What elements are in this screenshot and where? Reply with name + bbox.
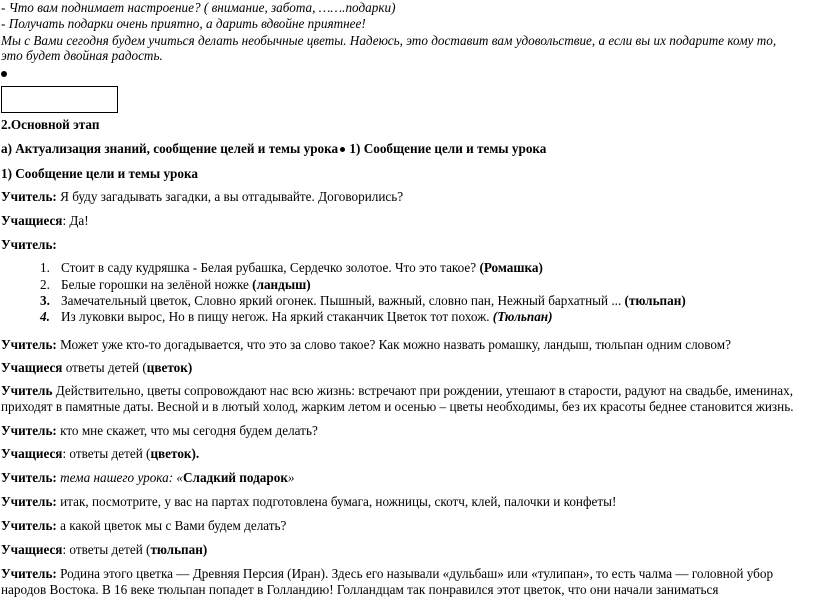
paragraph-text: : ответы детей (: [62, 542, 151, 557]
speaker-teacher: Учитель:: [1, 518, 57, 533]
stage-subtitle: [1, 141, 546, 157]
stage-subtitle-b: 1) Сообщение цели и темы урока: [346, 141, 547, 156]
riddle-answer: (Ромашка): [479, 260, 543, 275]
paragraph-6: [1, 423, 318, 439]
list-item-text: [61, 309, 553, 325]
paragraph-10: [1, 518, 286, 534]
paragraph-9: [1, 494, 616, 510]
paragraph-4: [1, 360, 192, 376]
intro-line-3: Мы с Вами сегодня будем учиться делать необычные цветы. Надеюсь, это доставит вам удовольствие, а если вы их подарите кому то,: [1, 33, 777, 48]
paragraph-5-line-2: приходят в памятные даты. Весной и в лютый холод, жарким летом и осенью – цветы необходимы, без их красоты беднее становится жизнь.: [1, 399, 794, 414]
riddle-answer: (ландыш): [252, 277, 311, 292]
speaker-teacher: Учитель:: [1, 189, 57, 204]
paragraph-12-line-1: [1, 566, 773, 582]
paragraph-12-line-2: народов Востока. В 16 веке тюльпан попадет в Голландию! Голландцам так понравился этот цветок, что они начали заниматься: [1, 582, 719, 597]
speaker-teacher: Учитель:: [1, 337, 57, 352]
bullet-icon: [340, 147, 345, 152]
stage-title: 2.Основной этап: [1, 117, 100, 132]
speaker-students: Учащиеся: [1, 446, 63, 461]
paragraph-3: [1, 337, 731, 353]
bullet-mark: [1, 65, 7, 81]
list-item-number: 4.: [40, 309, 50, 324]
speaker-teacher: Учитель: [1, 383, 53, 398]
riddle-answer: (Тюльпан): [492, 309, 553, 324]
riddle-text: Стоит в саду кудряшка - Белая рубашка, Сердечко золотое. Что это такое?: [61, 260, 480, 275]
riddle-text: Замечательный цветок, Словно яркий огонек. Пышный, важный, словно пан, Нежный бархатный ...: [61, 293, 625, 308]
paragraph-text: Я буду загадывать загадки, а вы отгадывайте. Договорились?: [56, 189, 404, 204]
bullet-icon: [1, 71, 7, 77]
paragraph-text: Может уже кто-то догадывается, что это за слово такое? Как можно назвать ромашку, ландыш, тюльпан одним словом?: [56, 337, 731, 352]
speaker-students: Учащиеся: [1, 542, 63, 557]
paragraph-text: итак, посмотрите, у вас на партах подготовлена бумага, ножницы, скотч, клей, палочки и конфеты!: [56, 494, 617, 509]
list-item-number: 3.: [40, 293, 50, 308]
answer-text: тюльпан): [150, 542, 208, 557]
paragraph-text: : ответы детей (: [62, 446, 151, 461]
paragraph-text: ответы детей (: [62, 360, 147, 375]
lesson-topic: Сладкий подарок: [183, 470, 288, 485]
intro-line-2: - Получать подарки очень приятно, а дарить вдвойне приятнее!: [1, 16, 366, 31]
answer-text: цветок).: [150, 446, 200, 461]
list-item-text: [61, 293, 686, 309]
paragraph-text: Родина этого цветка — Древняя Персия (Иран). Здесь его называли «дульбаш» или «тулипан», то есть чалма — головной убор: [56, 566, 774, 581]
paragraph-2: [1, 213, 89, 229]
paragraph-text: кто мне скажет, что мы сегодня будем делать?: [56, 423, 318, 438]
paragraph-text: тема нашего урока: «: [56, 470, 184, 485]
riddle-text: Из луковки вырос, Но в пищу негож. На яркий стаканчик Цветок тот похож.: [61, 309, 493, 324]
speaker-teacher: Учитель:: [1, 470, 57, 485]
list-item-number: 2.: [40, 277, 50, 292]
riddle-answer: (тюльпан): [624, 293, 686, 308]
list-item-text: [61, 277, 311, 293]
paragraph-text: : Да!: [62, 213, 89, 228]
quote-end: »: [287, 470, 295, 485]
list-item-number: 1.: [40, 260, 50, 275]
speaker-teacher: Учитель:: [1, 494, 57, 509]
speaker-students: Учащиеся: [1, 360, 63, 375]
paragraph-7: [1, 446, 199, 462]
list-item-text: [61, 260, 543, 276]
intro-line-4: это будет двойная радость.: [1, 48, 163, 63]
stage-subtitle-a: а) Актуализация знаний, сообщение целей и темы урока: [1, 141, 339, 156]
empty-frame: [1, 86, 118, 113]
intro-line-1: - Что вам поднимает настроение? ( внимание, забота, …….подарки): [1, 0, 396, 15]
speaker-teacher: Учитель:: [1, 566, 57, 581]
paragraph-text: а какой цветок мы с Вами будем делать?: [56, 518, 287, 533]
answer-text: цветок): [146, 360, 193, 375]
speaker-teacher: Учитель:: [1, 423, 57, 438]
paragraph-5-line-1: [1, 383, 793, 399]
paragraph-1: [1, 189, 403, 205]
speaker-students: Учащиеся: [1, 213, 63, 228]
riddle-text: Белые горошки на зелёной ножке: [61, 277, 253, 292]
stage-subtitle-2: 1) Сообщение цели и темы урока: [1, 166, 198, 181]
paragraph-text: Действительно, цветы сопровождают нас всю жизнь: встречают при рождении, утешают в старости, радуют на свадьбе, именинах,: [52, 383, 794, 398]
speaker-teacher: Учитель:: [1, 237, 57, 252]
paragraph-8: [1, 470, 295, 486]
paragraph-11: [1, 542, 207, 558]
